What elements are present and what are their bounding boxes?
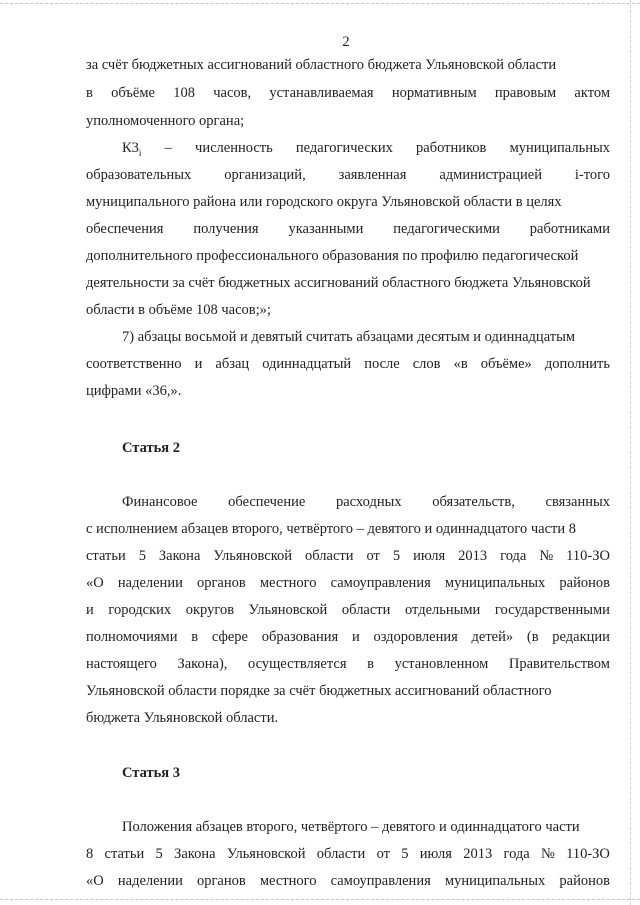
word: организаций, [224, 167, 306, 183]
word: слов [412, 356, 441, 372]
word: года [503, 846, 530, 862]
word: осуществляется [248, 656, 347, 672]
word: 110-ЗО [566, 846, 610, 862]
word: работников [416, 140, 487, 156]
word: (в [526, 629, 539, 645]
word: обеспечение [228, 494, 306, 510]
word: получения [193, 221, 259, 237]
word: области [305, 548, 354, 564]
word: от [376, 846, 390, 862]
k3-symbol: $К3_i$ [122, 140, 142, 158]
word: полномочиями [86, 629, 178, 645]
word: от [366, 548, 380, 564]
word: городских [108, 602, 172, 618]
word: в [367, 656, 374, 672]
word: самоуправления [330, 575, 431, 591]
word: i-того [574, 167, 610, 183]
word: актом [574, 85, 610, 101]
word: педагогических [295, 140, 393, 156]
text-line [86, 166, 610, 184]
text-line [86, 628, 610, 646]
article-heading: Статья 3 [122, 765, 180, 781]
word: местного [259, 873, 317, 889]
word: 5 [155, 846, 163, 862]
word: наделении [117, 873, 183, 889]
text-line [86, 355, 610, 373]
word: и [351, 629, 360, 645]
word: и [86, 602, 94, 618]
word: районов [559, 873, 610, 889]
word: Закона), [177, 656, 228, 672]
word: Закона [158, 548, 201, 564]
text-line [86, 220, 610, 238]
word: работниками [529, 221, 610, 237]
word: педагогическими [393, 221, 500, 237]
word: муниципальных [444, 575, 546, 591]
word: № [541, 846, 555, 862]
word: численность [195, 140, 273, 156]
word: «в [453, 356, 468, 372]
word: объёме [111, 85, 155, 101]
word: после [364, 356, 400, 372]
word: муниципальных [509, 140, 610, 156]
word: абзац [215, 356, 250, 372]
word: и [194, 356, 203, 372]
word: обязательств, [432, 494, 515, 510]
k3-definition-line [122, 139, 610, 157]
word: соответственно [86, 356, 182, 372]
word: объёме» [480, 356, 532, 372]
word: 5 [392, 548, 401, 564]
word: государственными [494, 602, 610, 618]
text-line [86, 872, 610, 890]
text-line: Ульяновской области порядке за счёт бюджетных ассигнований областного [86, 683, 552, 699]
word: Ульяновской [213, 548, 293, 564]
word: часов, [213, 85, 252, 101]
word: оздоровления [373, 629, 458, 645]
text-line: уполномоченного органа; [86, 113, 245, 129]
word: статьи [104, 846, 145, 862]
word: 110-ЗО [566, 548, 610, 564]
word: сфере [211, 629, 248, 645]
word: 2013 [458, 548, 488, 564]
word: редакции [552, 629, 610, 645]
scan-edge-top [0, 3, 640, 4]
word: правовым [494, 85, 557, 101]
text-line [86, 655, 610, 673]
word: установленном [394, 656, 489, 672]
word: июля [419, 846, 452, 862]
word: настоящего [86, 656, 157, 672]
text-line: бюджета Ульяновской области. [86, 710, 279, 726]
word: 5 [401, 846, 409, 862]
word: одиннадцатый [262, 356, 352, 372]
word: года [500, 548, 527, 564]
word: Закона [174, 846, 216, 862]
word: наделении [117, 575, 183, 591]
word: дополнить [544, 356, 610, 372]
word: самоуправления [330, 873, 431, 889]
text-line [86, 845, 610, 863]
scan-edge-right [630, 0, 631, 905]
word: 5 [138, 548, 146, 564]
word: местного [259, 575, 317, 591]
text-line [86, 601, 610, 619]
word: 108 [173, 85, 195, 101]
word: Ульяновской [226, 846, 306, 862]
word: Ульяновской [248, 602, 328, 618]
word: № [539, 548, 554, 564]
text-line [86, 547, 610, 565]
text-line: деятельности за счёт бюджетных ассигнований областного бюджета Ульяновской [86, 275, 591, 291]
word: округов [185, 602, 235, 618]
word: нормативным [391, 85, 477, 101]
text-line: Положения абзацев второго, четвёртого – девятого и одиннадцатого части [122, 819, 580, 835]
word: 2013 [463, 846, 493, 862]
word: области [316, 846, 366, 862]
word: органов [196, 575, 246, 591]
text-line: области в объёме 108 часов;»; [86, 302, 271, 318]
word: указанными [288, 221, 364, 237]
word: муниципальных [444, 873, 546, 889]
word: заявленная [338, 167, 407, 183]
text-line [86, 84, 610, 102]
word: в [191, 629, 199, 645]
text-line: за счёт бюджетных ассигнований областного бюджета Ульяновской области [86, 57, 557, 73]
text-line [122, 493, 610, 511]
word: июля [413, 548, 446, 564]
word: отдельными [405, 602, 481, 618]
word: образования [261, 629, 339, 645]
text-line: дополнительного профессионального образования по профилю педагогической [86, 248, 579, 264]
text-line: 7) абзацы восьмой и девятый считать абзацами десятым и одиннадцатым [122, 329, 576, 345]
word: – [164, 140, 172, 156]
text-line: цифрами «36,». [86, 383, 182, 399]
word: в [86, 85, 93, 101]
word: «О [86, 873, 104, 889]
word: районов [559, 575, 610, 591]
page-number: 2 [342, 34, 350, 50]
word: обеспечения [86, 221, 164, 237]
text-line [86, 574, 610, 592]
word: устанавливаемая [269, 85, 374, 101]
word: 8 [86, 846, 94, 862]
word: области [341, 602, 391, 618]
text-line: с исполнением абзацев второго, четвёртого – девятого и одиннадцатого части 8 [86, 521, 577, 537]
word: органов [196, 873, 246, 889]
word: Финансовое [122, 494, 198, 510]
word: администрацией [439, 167, 542, 183]
article-heading: Статья 2 [122, 440, 180, 456]
text-line: муниципального района или городского округа Ульяновской области в целях [86, 194, 562, 210]
scan-edge-bottom [0, 899, 640, 900]
word: связанных [545, 494, 610, 510]
word: «О [86, 575, 104, 591]
word: детей» [471, 629, 514, 645]
word: статьи [86, 548, 126, 564]
word: расходных [336, 494, 402, 510]
word: Правительством [508, 656, 610, 672]
word: образовательных [86, 167, 192, 183]
